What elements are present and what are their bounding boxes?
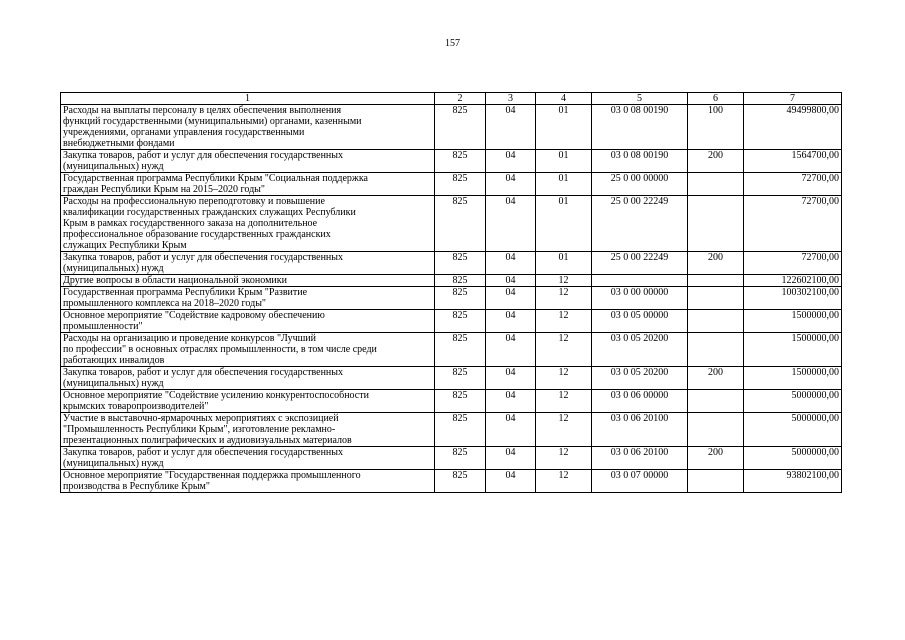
row-description [61, 105, 435, 150]
description-line: "Промышленность Республики Крым", изготовление рекламно- [63, 424, 336, 435]
amount-cell: 100302100,00 [744, 287, 842, 310]
description-line: Закупка товаров, работ и услуг для обеспечения государственных [63, 367, 344, 378]
description-line: (муниципальных) нужд [63, 263, 164, 274]
expense-type-cell [688, 413, 744, 447]
table-row [61, 196, 842, 252]
row-description [61, 173, 435, 196]
subsection-code-cell: 12 [536, 470, 592, 493]
target-article-cell: 03 0 06 00000 [592, 390, 688, 413]
ministry-code-cell: 825 [435, 196, 486, 252]
expense-type-cell [688, 275, 744, 287]
table-row [61, 173, 842, 196]
description-line: Расходы на выплаты персоналу в целях обеспечения выполнения [63, 105, 342, 116]
column-header: 7 [744, 93, 842, 105]
amount-cell: 72700,00 [744, 173, 842, 196]
section-code-cell: 04 [486, 196, 536, 252]
description-line: Основное мероприятие "Содействие кадровому обеспечению [63, 310, 325, 321]
target-article-cell [592, 275, 688, 287]
row-description [61, 287, 435, 310]
target-article-cell: 25 0 00 00000 [592, 173, 688, 196]
section-code-cell: 04 [486, 413, 536, 447]
table-row [61, 150, 842, 173]
description-line: крымских товаропроизводителей" [63, 401, 209, 412]
section-code-cell: 04 [486, 150, 536, 173]
subsection-code-cell: 01 [536, 196, 592, 252]
column-header: 3 [486, 93, 536, 105]
target-article-cell: 03 0 05 20200 [592, 367, 688, 390]
ministry-code-cell: 825 [435, 413, 486, 447]
table-header-row [61, 93, 842, 105]
expense-type-cell: 200 [688, 150, 744, 173]
ministry-code-cell: 825 [435, 173, 486, 196]
target-article-cell: 03 0 07 00000 [592, 470, 688, 493]
section-code-cell: 04 [486, 252, 536, 275]
section-code-cell: 04 [486, 470, 536, 493]
subsection-code-cell: 12 [536, 447, 592, 470]
ministry-code-cell: 825 [435, 275, 486, 287]
description-line: промышленности" [63, 321, 143, 332]
target-article-cell: 25 0 00 22249 [592, 196, 688, 252]
table-row [61, 413, 842, 447]
amount-cell: 5000000,00 [744, 390, 842, 413]
ministry-code-cell: 825 [435, 390, 486, 413]
column-header: 6 [688, 93, 744, 105]
description-line: Расходы на профессиональную переподготовку и повышение [63, 196, 325, 207]
description-line: Государственная программа Республики Крым "Социальная поддержка [63, 173, 368, 184]
section-code-cell: 04 [486, 310, 536, 333]
row-description [61, 150, 435, 173]
description-line: граждан Республики Крым на 2015–2020 годы" [63, 184, 265, 195]
description-line: Основное мероприятие "Содействие усилению конкурентоспособности [63, 390, 369, 401]
target-article-cell: 03 0 05 20200 [592, 333, 688, 367]
row-description [61, 470, 435, 493]
target-article-cell: 03 0 05 00000 [592, 310, 688, 333]
table-row [61, 287, 842, 310]
amount-cell: 72700,00 [744, 252, 842, 275]
target-article-cell: 03 0 08 00190 [592, 105, 688, 150]
target-article-cell: 03 0 08 00190 [592, 150, 688, 173]
description-line: по профессии" в основных отраслях промышленности, в том числе среди [63, 344, 377, 355]
expense-type-cell: 200 [688, 447, 744, 470]
column-header: 2 [435, 93, 486, 105]
description-line: (муниципальных) нужд [63, 161, 164, 172]
row-description [61, 196, 435, 252]
row-description [61, 310, 435, 333]
subsection-code-cell: 12 [536, 390, 592, 413]
description-line: (муниципальных) нужд [63, 378, 164, 389]
description-line: Крым в рамках государственного заказа на дополнительное [63, 218, 318, 229]
target-article-cell: 25 0 00 22249 [592, 252, 688, 275]
description-line: Расходы на организацию и проведение конкурсов "Лучший [63, 333, 317, 344]
subsection-code-cell: 01 [536, 252, 592, 275]
ministry-code-cell: 825 [435, 310, 486, 333]
row-description [61, 333, 435, 367]
column-header: 5 [592, 93, 688, 105]
table-row [61, 252, 842, 275]
table-row [61, 310, 842, 333]
description-line: производства в Республике Крым" [63, 481, 210, 492]
description-line: (муниципальных) нужд [63, 458, 164, 469]
row-description [61, 390, 435, 413]
section-code-cell: 04 [486, 275, 536, 287]
ministry-code-cell: 825 [435, 252, 486, 275]
table-row [61, 105, 842, 150]
section-code-cell: 04 [486, 367, 536, 390]
subsection-code-cell: 12 [536, 310, 592, 333]
amount-cell: 1500000,00 [744, 333, 842, 367]
description-line: служащих Республики Крым [63, 240, 187, 251]
table-row [61, 367, 842, 390]
section-code-cell: 04 [486, 390, 536, 413]
amount-cell: 5000000,00 [744, 447, 842, 470]
description-line: Участие в выставочно-ярмарочных мероприятиях с экспозицией [63, 413, 339, 424]
description-line: Закупка товаров, работ и услуг для обеспечения государственных [63, 150, 344, 161]
expense-type-cell [688, 390, 744, 413]
description-line: Государственная программа Республики Крым "Развитие [63, 287, 308, 298]
amount-cell: 49499800,00 [744, 105, 842, 150]
ministry-code-cell: 825 [435, 105, 486, 150]
expense-type-cell [688, 333, 744, 367]
amount-cell: 5000000,00 [744, 413, 842, 447]
expense-type-cell [688, 287, 744, 310]
amount-cell: 72700,00 [744, 196, 842, 252]
amount-cell: 1500000,00 [744, 367, 842, 390]
expense-type-cell [688, 196, 744, 252]
table-body [61, 105, 842, 493]
ministry-code-cell: 825 [435, 447, 486, 470]
ministry-code-cell: 825 [435, 150, 486, 173]
amount-cell: 1500000,00 [744, 310, 842, 333]
amount-cell: 1564700,00 [744, 150, 842, 173]
expense-type-cell [688, 310, 744, 333]
section-code-cell: 04 [486, 447, 536, 470]
subsection-code-cell: 12 [536, 413, 592, 447]
section-code-cell: 04 [486, 173, 536, 196]
description-line: Основное мероприятие "Государственная поддержка промышленного [63, 470, 361, 481]
expense-type-cell: 200 [688, 252, 744, 275]
section-code-cell: 04 [486, 105, 536, 150]
column-header: 4 [536, 93, 592, 105]
row-description [61, 252, 435, 275]
budget-table [60, 92, 842, 493]
amount-cell: 93802100,00 [744, 470, 842, 493]
table-row [61, 390, 842, 413]
description-line: Другие вопросы в области национальной экономики [63, 275, 287, 286]
section-code-cell: 04 [486, 333, 536, 367]
subsection-code-cell: 01 [536, 173, 592, 196]
description-line: промышленного комплекса на 2018–2020 годы" [63, 298, 267, 309]
table-row [61, 275, 842, 287]
description-line: Закупка товаров, работ и услуг для обеспечения государственных [63, 447, 344, 458]
description-line: функций государственными (муниципальными) органами, казенными [63, 116, 362, 127]
subsection-code-cell: 01 [536, 150, 592, 173]
subsection-code-cell: 12 [536, 275, 592, 287]
subsection-code-cell: 12 [536, 333, 592, 367]
section-code-cell: 04 [486, 287, 536, 310]
subsection-code-cell: 12 [536, 367, 592, 390]
table-row [61, 333, 842, 367]
ministry-code-cell: 825 [435, 470, 486, 493]
description-line: работающих инвалидов [63, 355, 165, 366]
row-description [61, 413, 435, 447]
ministry-code-cell: 825 [435, 287, 486, 310]
subsection-code-cell: 01 [536, 105, 592, 150]
description-line: профессиональное образование государственных гражданских [63, 229, 331, 240]
target-article-cell: 03 0 00 00000 [592, 287, 688, 310]
amount-cell: 122602100,00 [744, 275, 842, 287]
description-line: внебюджетными фондами [63, 138, 175, 149]
column-header: 1 [61, 93, 435, 105]
table-row [61, 447, 842, 470]
row-description [61, 447, 435, 470]
subsection-code-cell: 12 [536, 287, 592, 310]
table-row [61, 470, 842, 493]
description-line: квалификации государственных гражданских служащих Республики [63, 207, 356, 218]
page-number: 157 [445, 38, 460, 49]
description-line: Закупка товаров, работ и услуг для обеспечения государственных [63, 252, 344, 263]
ministry-code-cell: 825 [435, 367, 486, 390]
expense-type-cell [688, 173, 744, 196]
expense-type-cell: 200 [688, 367, 744, 390]
expense-type-cell: 100 [688, 105, 744, 150]
target-article-cell: 03 0 06 20100 [592, 413, 688, 447]
description-line: презентационных полиграфических и аудиовизуальных материалов [63, 435, 352, 446]
row-description [61, 275, 435, 287]
target-article-cell: 03 0 06 20100 [592, 447, 688, 470]
row-description [61, 367, 435, 390]
ministry-code-cell: 825 [435, 333, 486, 367]
description-line: учреждениями, органами управления государственными [63, 127, 305, 138]
expense-type-cell [688, 470, 744, 493]
